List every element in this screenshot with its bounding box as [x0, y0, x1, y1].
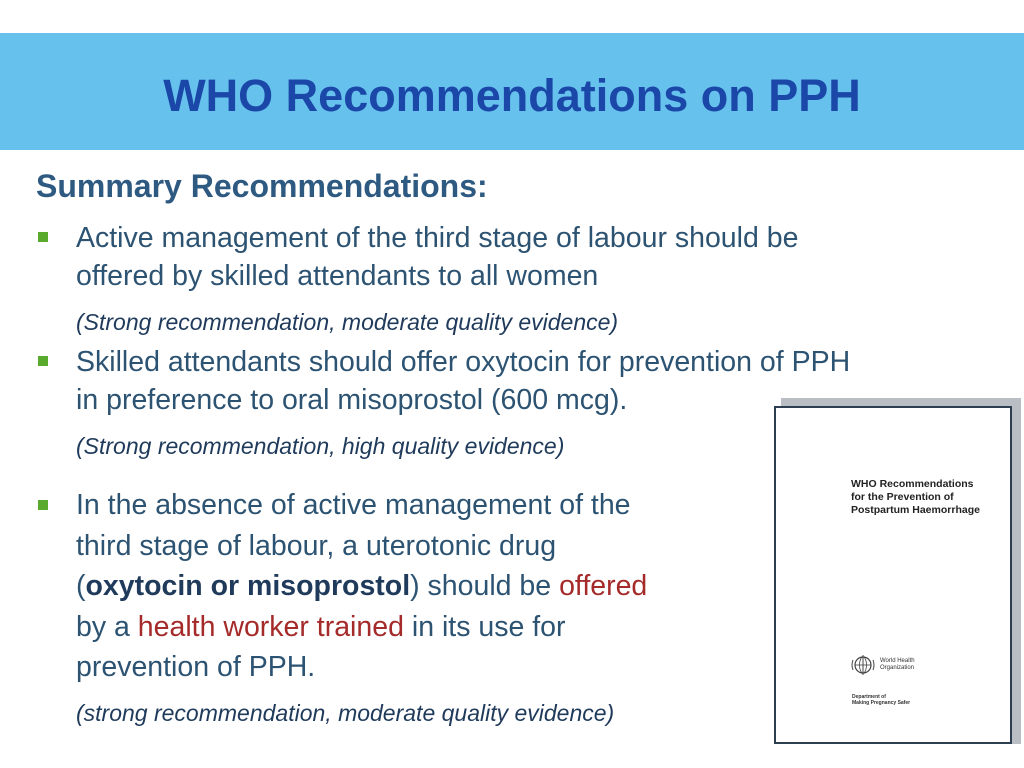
text-in-its-use: in its use for: [403, 611, 566, 643]
slide-title: WHO Recommendations on PPH: [163, 70, 861, 121]
bullet-square-icon: [38, 500, 48, 510]
recommendation-1-evidence: (Strong recommendation, moderate quality evidence): [76, 309, 619, 335]
recommendation-3-line-4: [76, 609, 566, 646]
document-title-line: WHO Recommendations: [851, 478, 974, 490]
open-paren: (: [76, 570, 86, 602]
bullet-square-icon: [38, 232, 48, 242]
recommendation-1-line-2: offered by skilled attendants to all women: [76, 260, 599, 292]
recommendation-3-evidence: (strong recommendation, moderate quality evidence): [76, 700, 615, 726]
bullet-square-icon: [38, 356, 48, 366]
department-name: [852, 694, 932, 706]
who-organization-name: [880, 658, 940, 672]
emphasis-health-worker: health worker trained: [137, 611, 404, 643]
recommendation-3-line-2: third stage of labour, a uterotonic drug: [76, 530, 557, 562]
recommendation-3-line-3: [76, 568, 647, 605]
document-title-line: for the Prevention of: [851, 491, 954, 503]
recommendation-2-line-2: in preference to oral misoprostol (600 mcg).: [76, 384, 628, 416]
document-cover-title: [851, 478, 980, 517]
text-by-a: by a: [76, 611, 138, 643]
drug-names: oxytocin or misoprostol: [85, 570, 411, 602]
recommendation-2-evidence: (Strong recommendation, high quality evidence): [76, 433, 565, 459]
summary-subheading: Summary Recommendations:: [36, 168, 488, 204]
text-should-be: ) should be: [410, 570, 560, 602]
dept-line: Making Pregnancy Safer: [852, 700, 911, 706]
who-emblem-icon: [850, 654, 876, 681]
recommendation-1-line-1: Active management of the third stage of labour should be: [76, 222, 799, 254]
document-title-line: Postpartum Haemorrhage: [851, 504, 980, 516]
recommendation-3-line-5: prevention of PPH.: [76, 651, 316, 683]
emphasis-offered: offered: [559, 570, 648, 602]
document-cover: [774, 406, 1012, 744]
dept-line: Department of: [852, 694, 886, 700]
org-line: Organization: [880, 665, 915, 671]
org-line: World Health: [880, 658, 915, 664]
recommendation-3-line-1: In the absence of active management of the: [76, 489, 631, 521]
recommendation-2-line-1: Skilled attendants should offer oxytocin for prevention of PPH: [76, 346, 851, 378]
